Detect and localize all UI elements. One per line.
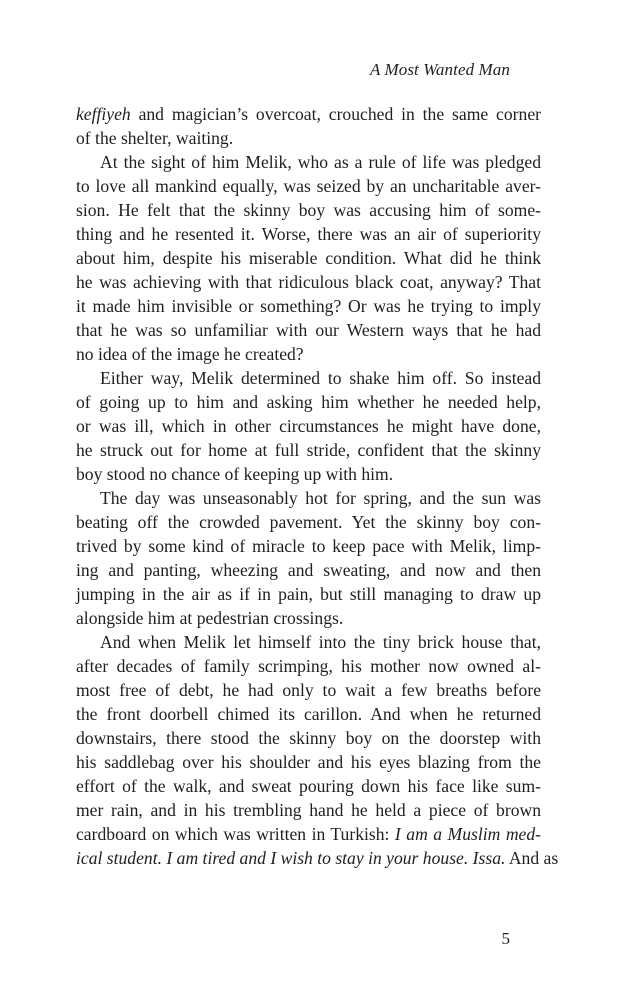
text-run: trived by some kind of miracle to keep pace with Melik, limp- [76, 536, 541, 556]
text-run: he was achieving with that ridiculous black coat, anyway? That [76, 272, 541, 292]
text-run: Either way, Melik determined to shake him off. So instead [100, 368, 541, 388]
text-line [76, 126, 541, 150]
text-line [76, 174, 541, 198]
text-line [76, 414, 541, 438]
text-run: downstairs, there stood the skinny boy on the doorstep with [76, 728, 541, 748]
text-run: the front doorbell chimed its carillon. And when he returned [76, 704, 541, 724]
text-line [76, 102, 541, 126]
text-run: his saddlebag over his shoulder and his eyes blazing from the [76, 752, 541, 772]
text-line [76, 750, 541, 774]
text-line [76, 702, 541, 726]
text-run: ing and panting, wheezing and sweating, and now and then [76, 560, 541, 580]
text-run: At the sight of him Melik, who as a rule of life was pledged [100, 152, 541, 172]
text-run: sion. He felt that the skinny boy was accusing him of some- [76, 200, 541, 220]
text-run: or was ill, which in other circumstances he might have done, [76, 416, 541, 436]
text-line [76, 822, 541, 846]
body-text [76, 102, 559, 870]
text-run: he struck out for home at full stride, confident that the skinny [76, 440, 541, 460]
text-run: and magician’s overcoat, crouched in the same corner [130, 104, 541, 124]
text-line [76, 150, 541, 174]
text-line [76, 726, 541, 750]
text-line [76, 630, 541, 654]
text-line [76, 198, 541, 222]
text-line [76, 462, 541, 486]
text-line [76, 342, 541, 366]
text-run: beating off the crowded pavement. Yet the skinny boy con- [76, 512, 541, 532]
text-line [76, 558, 541, 582]
text-run: The day was unseasonably hot for spring, and the sun was [100, 488, 541, 508]
text-run: that he was so unfamiliar with our Western ways that he had [76, 320, 541, 340]
text-run: effort of the walk, and sweat pouring down his face like sum- [76, 776, 541, 796]
page-number: 5 [501, 929, 510, 948]
text-line [76, 798, 541, 822]
text-run: And when Melik let himself into the tiny brick house that, [100, 632, 541, 652]
text-line [76, 774, 541, 798]
text-line [76, 510, 541, 534]
text-line [76, 606, 541, 630]
text-line [76, 366, 541, 390]
text-line [76, 318, 541, 342]
text-run: thing and he resented it. Worse, there was an air of superiority [76, 224, 541, 244]
text-line [76, 846, 559, 870]
text-run: of the shelter, waiting. [76, 128, 234, 148]
text-run: cardboard on which was written in Turkish: [76, 824, 395, 844]
text-line [76, 294, 541, 318]
italic-text: I am a Muslim med- [394, 824, 541, 844]
text-run: boy stood no chance of keeping up with him. [76, 464, 394, 484]
text-run: mer rain, and in his trembling hand he held a piece of brown [76, 800, 541, 820]
text-run: And as [505, 848, 559, 868]
text-line [76, 534, 541, 558]
text-run: about him, despite his miserable condition. What did he think [76, 248, 541, 268]
italic-text: ical student. I am tired and I wish to stay in your house. Issa. [76, 848, 506, 868]
text-line [76, 390, 541, 414]
text-run: most free of debt, he had only to wait a few breaths before [76, 680, 541, 700]
text-run: no idea of the image he created? [76, 344, 304, 364]
text-line [76, 246, 541, 270]
running-head: A Most Wanted Man [369, 60, 510, 79]
text-run: alongside him at pedestrian crossings. [76, 608, 344, 628]
text-line [76, 222, 541, 246]
text-line [76, 678, 541, 702]
text-line [76, 654, 541, 678]
text-run: after decades of family scrimping, his mother now owned al- [76, 656, 541, 676]
italic-text: keffiyeh [76, 104, 131, 124]
text-line [76, 270, 541, 294]
text-run: to love all mankind equally, was seized by an uncharitable aver- [76, 176, 541, 196]
text-run: of going up to him and asking him whether he needed help, [76, 392, 541, 412]
text-line [76, 582, 541, 606]
text-line [76, 486, 541, 510]
text-line [76, 438, 541, 462]
text-run: it made him invisible or something? Or was he trying to imply [76, 296, 541, 316]
text-run: jumping in the air as if in pain, but still managing to draw up [76, 584, 541, 604]
